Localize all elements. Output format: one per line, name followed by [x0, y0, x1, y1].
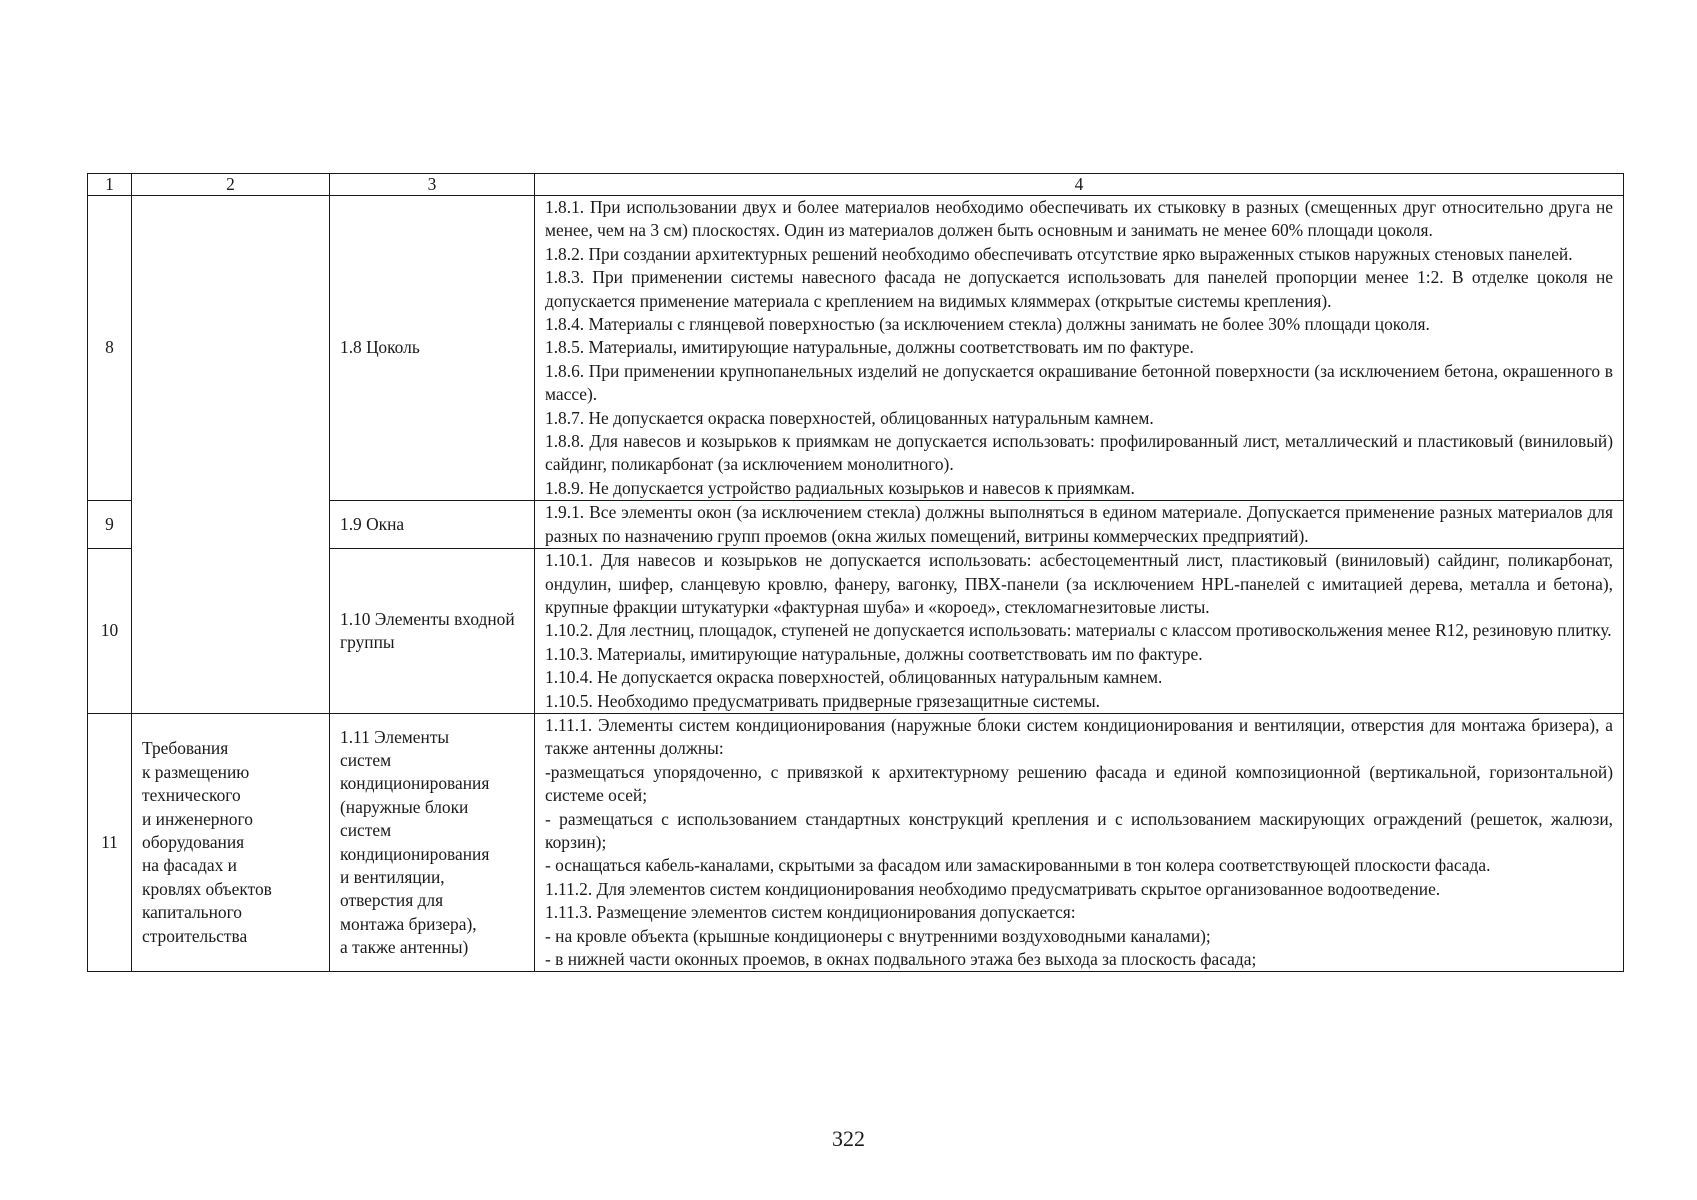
element-cell: 1.10 Элементы входной группы	[330, 549, 535, 714]
row-number: 9	[88, 501, 132, 549]
requirement-line: и инженерного	[142, 808, 253, 829]
rules-cell	[535, 501, 1624, 549]
element-cell: 1.9 Окна	[330, 501, 535, 549]
rule-paragraph: 1.8.7. Не допускается окраска поверхностей, облицованных натуральным камнем.	[545, 407, 1154, 428]
element-line: отверстия для	[340, 890, 444, 911]
requirement-line: Требования	[142, 738, 229, 759]
header-col-2: 2	[132, 174, 330, 196]
element-line: монтажа бризера),	[340, 913, 477, 934]
rules-cell	[535, 196, 1624, 501]
requirement-cell-empty	[132, 196, 330, 714]
requirement-line: к размещению	[142, 761, 250, 782]
element-line: систем	[340, 820, 392, 841]
rule-paragraph: 1.8.4. Материалы с глянцевой поверхностью (за исключением стекла) должны занимать не более 30% площади цоколя.	[545, 314, 1430, 335]
rule-paragraph: 1.10.1. Для навесов и козырьков не допускается использовать: асбестоцементный лист, пластиковый (виниловый) сайдинг, поликарбонат, ондулин, шифер, сланцевую кровлю, фанеру, вагонку, ПВХ-панели (за исключением HPL-панелей с имитацией дерева, металла и бетона), крупные фракции штукатурки «фактурная шуба» и «короед», стекломагнезитовые листы.	[545, 550, 1613, 617]
requirement-cell	[132, 713, 330, 971]
rule-paragraph: - на кровле объекта (крышные кондиционеры с внутренними воздуховодными каналами);	[545, 925, 1211, 946]
element-line: кондиционирования	[340, 773, 490, 794]
rule-paragraph: 1.10.2. Для лестниц, площадок, ступеней не допускается использовать: материалы с классом противоскольжения менее R12, резиновую плитку.	[545, 620, 1612, 641]
element-line: кондиционирования	[340, 843, 490, 864]
rule-paragraph: 1.11.1. Элементы систем кондиционирования (наружные блоки систем кондиционирования и вентиляции, отверстия для монтажа бризера), а также антенны должны:	[545, 714, 1613, 759]
rule-paragraph: - оснащаться кабель-каналами, скрытыми за фасадом или замаскированными в тон колера соответствующей плоскости фасада.	[545, 855, 1491, 876]
header-col-4: 4	[535, 174, 1624, 196]
element-line: и вентиляции,	[340, 867, 445, 888]
rule-paragraph: 1.8.8. Для навесов и козырьков к приямкам не допускается использовать: профилированный лист, металлический и пластиковый (виниловый) сайдинг, поликарбонат (за исключением монолитного).	[545, 431, 1613, 475]
row-number: 10	[88, 549, 132, 714]
element-line: 1.11 Элементы	[340, 726, 450, 747]
rule-paragraph: 1.8.9. Не допускается устройство радиальных козырьков и навесов к приямкам.	[545, 477, 1135, 498]
table-row	[88, 713, 1624, 971]
element-cell	[330, 713, 535, 971]
row-number: 8	[88, 196, 132, 501]
table-header-row	[88, 174, 1624, 196]
rule-paragraph: 1.8.2. При создании архитектурных решений необходимо обеспечивать отсутствие ярко выраженных стыков наружных стеновых панелей.	[545, 243, 1573, 264]
rule-paragraph: 1.11.2. Для элементов систем кондиционирования необходимо предусматривать скрытое организованное водоотведение.	[545, 878, 1441, 899]
rule-paragraph: 1.10.3. Материалы, имитирующие натуральные, должны соответствовать им по фактуре.	[545, 643, 1203, 664]
rule-paragraph: 1.9.1. Все элементы окон (за исключением стекла) должны выполняться в едином материале. Допускается применение разных материалов для разных по назначению групп проемов (окна жилых помещений, витрины коммерческих предприятий).	[545, 502, 1613, 546]
page-number: 322	[832, 1126, 865, 1151]
rule-paragraph: -размещаться упорядоченно, с привязкой к архитектурному решению фасада и единой композиционной (вертикальной, горизонтальной) системе осей;	[545, 761, 1613, 806]
rule-paragraph: 1.8.5. Материалы, имитирующие натуральные, должны соответствовать им по фактуре.	[545, 337, 1194, 358]
element-line: а также антенны)	[340, 937, 469, 958]
requirement-line: оборудования	[142, 831, 245, 852]
rule-paragraph: - размещаться с использованием стандартных конструкций крепления и с использованием маскирующих ограждений (решеток, жалюзи, корзин);	[545, 808, 1613, 852]
requirement-line: кровлях объектов	[142, 878, 272, 899]
element-cell: 1.8 Цоколь	[330, 196, 535, 501]
requirement-line: на фасадах и	[142, 855, 237, 876]
requirement-line: технического	[142, 785, 241, 806]
element-line: (наружные блоки	[340, 796, 469, 817]
rules-cell	[535, 713, 1624, 971]
header-col-3: 3	[330, 174, 535, 196]
rule-paragraph: 1.8.3. При применении системы навесного фасада не допускается использовать для панелей пропорции менее 1:2. В отделке цоколя не допускается применение материала с креплением на видимых кляммерах (открытые системы крепления).	[545, 267, 1613, 311]
rules-cell	[535, 549, 1624, 714]
rule-paragraph: 1.11.3. Размещение элементов систем кондиционирования допускается:	[545, 902, 1076, 923]
rule-paragraph: 1.8.1. При использовании двух и более материалов необходимо обеспечивать их стыковку в разных (смещенных друг относительно друга не менее, чем на 3 см) плоскостях. Один из материалов должен быть основным и занимать не менее 60% площади цоколя.	[545, 197, 1613, 241]
row-number: 11	[88, 713, 132, 971]
header-col-1: 1	[88, 174, 132, 196]
table-row	[88, 196, 1624, 501]
rule-paragraph: 1.8.6. При применении крупнопанельных изделий не допускается окрашивание бетонной поверхности (за исключением бетона, окрашенного в массе).	[545, 360, 1613, 405]
requirements-table	[87, 173, 1624, 972]
requirement-line: капитального	[142, 902, 242, 923]
rule-paragraph: - в нижней части оконных проемов, в окнах подвального этажа без выхода за плоскость фасада;	[545, 949, 1257, 969]
rule-paragraph: 1.10.5. Необходимо предусматривать придверные грязезащитные системы.	[545, 690, 1101, 711]
rule-paragraph: 1.10.4. Не допускается окраска поверхностей, облицованных натуральным камнем.	[545, 667, 1163, 688]
element-line: систем	[340, 750, 392, 771]
requirement-line: строительства	[142, 925, 248, 946]
